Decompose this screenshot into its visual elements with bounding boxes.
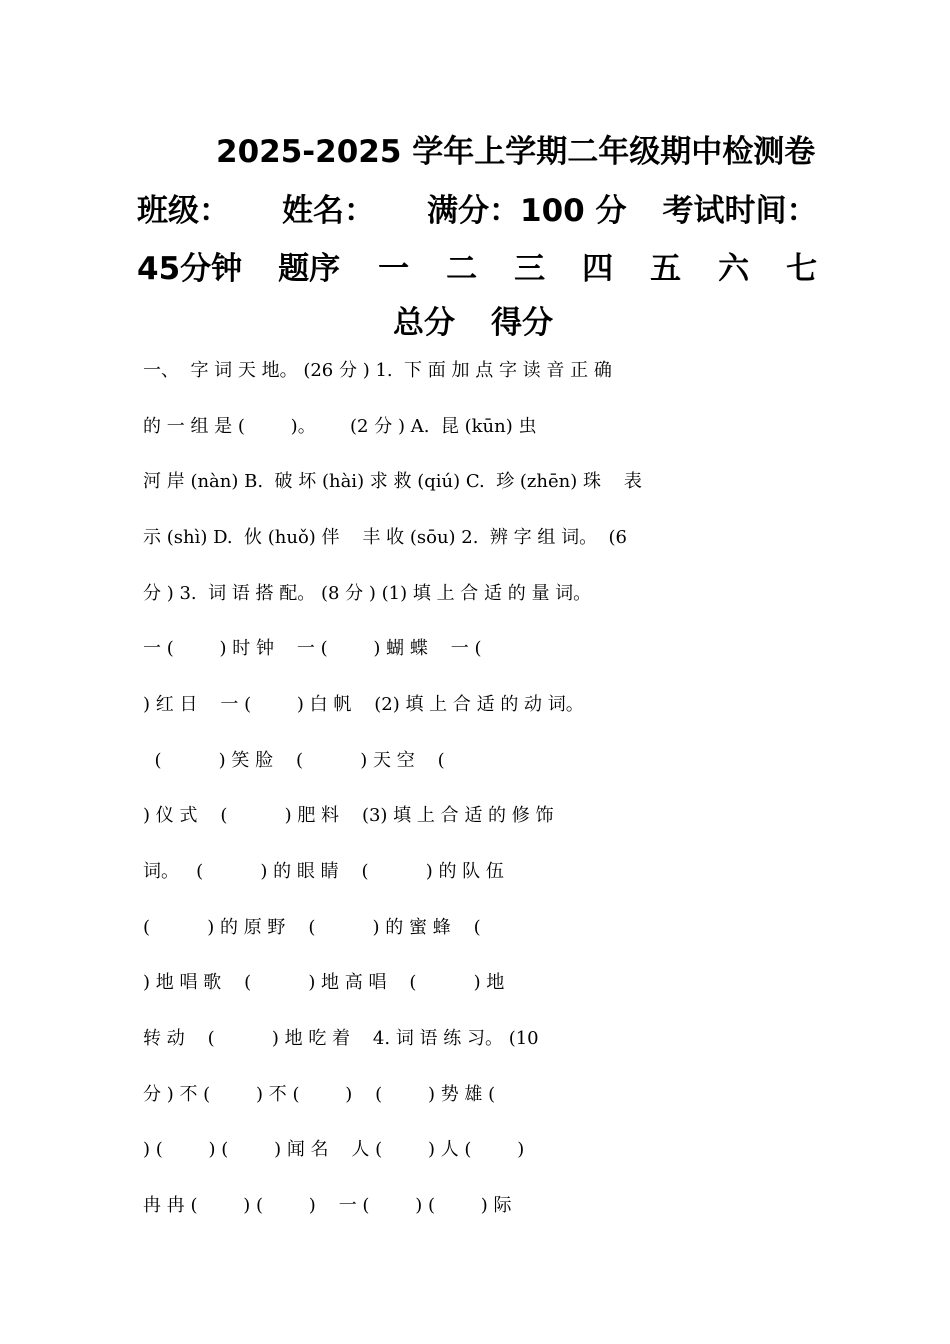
body-line: 的 一 组 是 ( )。 (2 分 ) A. 昆 (kūn) 虫: [143, 416, 537, 437]
class-label: 班级：: [137, 193, 230, 229]
q-number: 五: [650, 251, 682, 287]
body-line: 冉 冉 ( ) ( ) 一 ( ) ( ) 际: [143, 1195, 512, 1216]
full-score: 满分：100 分: [427, 193, 627, 229]
body-line: 词。 ( ) 的 眼 睛 ( ) 的 队 伍: [143, 861, 504, 882]
order-label: 题序: [278, 251, 341, 287]
body-line: 分 ) 不 ( ) 不 ( ) ( ) 势 雄 (: [143, 1084, 496, 1105]
body-line: 河 岸 (nàn) B. 破 坏 (hài) 求 救 (qiú) C. 珍 (zhēn) 珠 表: [143, 471, 642, 492]
body-line: ) 地 唱 歌 ( ) 地 高 唱 ( ) 地: [143, 972, 505, 993]
time-label: 考试时间：: [662, 193, 818, 229]
body-line: 一 ( ) 时 钟 一 ( ) 蝴 蝶 一 (: [143, 638, 482, 659]
info-line: [137, 185, 818, 230]
time-value: 45分钟: [137, 251, 243, 287]
q-number: 二: [446, 251, 478, 287]
q-number: 三: [514, 251, 546, 287]
body-line: 一、 字 词 天 地。 (26 分 ) 1. 下 面 加 点 字 读 音 正 确: [143, 360, 612, 381]
body-line: ) 仪 式 ( ) 肥 料 (3) 填 上 合 适 的 修 饰: [143, 805, 554, 826]
body-line: 示 (shì) D. 伙 (huǒ) 伴 丰 收 (sōu) 2. 辨 字 组 词。 (6: [143, 527, 628, 548]
total-label: 总分: [393, 305, 455, 341]
exam-title: 2025-2025 学年上学期二年级期中检测卷: [216, 134, 816, 170]
score-label: 得分: [491, 305, 553, 341]
body-line: 转 动 ( ) 地 吃 着 4. 词 语 练 习。 (10: [143, 1028, 539, 1049]
q-number: 四: [582, 251, 614, 287]
body-line: ( ) 的 原 野 ( ) 的 蜜 蜂 (: [143, 917, 481, 938]
body-line: ) ( ) ( ) 闻 名 人 ( ) 人 ( ): [143, 1139, 525, 1160]
body-line: ) 红 日 一 ( ) 白 帆 (2) 填 上 合 适 的 动 词。: [143, 694, 584, 715]
body-line: ( ) 笑 脸 ( ) 天 空 (: [143, 750, 445, 771]
q-number: 一: [378, 251, 410, 287]
name-label: 姓名：: [282, 193, 375, 229]
score-table-header: [137, 243, 817, 288]
q-number: 六: [718, 251, 750, 287]
q-number: 七: [786, 251, 818, 287]
body-line: 分 ) 3. 词 语 搭 配。 (8 分 ) (1) 填 上 合 适 的 量 词。: [143, 583, 592, 604]
score-row: [393, 297, 553, 342]
